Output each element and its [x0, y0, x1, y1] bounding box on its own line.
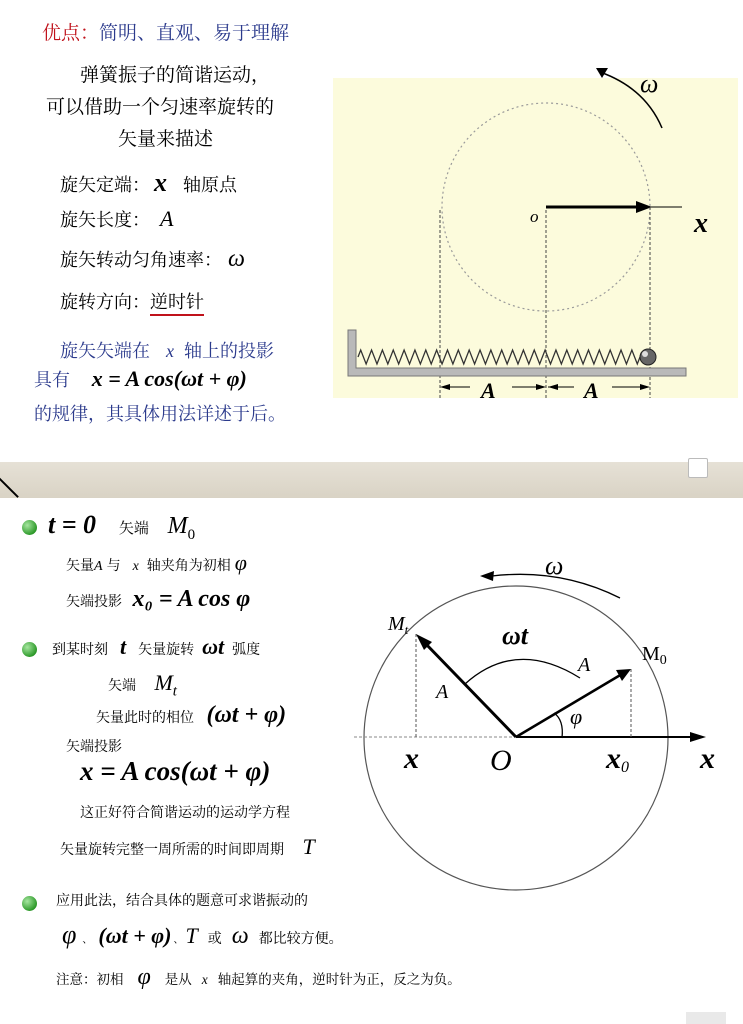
at-time-text: 到某时刻	[52, 642, 108, 658]
main-formula: x = A cos(ωt + φ)	[80, 756, 271, 786]
x-left-label: x	[404, 742, 419, 775]
kinematic-note: 这正好符合简谐运动的运动学方程	[80, 805, 290, 821]
mass-ball	[640, 349, 656, 365]
amp-right-label: A	[584, 378, 599, 403]
note-c: 轴起算的夹角，逆时针为正，反之为负。	[217, 972, 461, 988]
intro-line-1: 弹簧振子的简谐运动，	[80, 64, 271, 86]
phase-expression: (ωt + φ)	[206, 702, 287, 728]
phase-app: (ωt + φ)	[98, 923, 172, 948]
ball-highlight	[642, 351, 648, 357]
fixed-end-value: 轴原点	[183, 175, 237, 196]
phi-symbol: φ	[234, 550, 247, 575]
wt-label: ωt	[502, 621, 529, 650]
bullet-2-line-2	[108, 670, 177, 700]
amp-left-arrow-r	[536, 384, 546, 390]
fixed-end-symbol: x	[154, 168, 167, 197]
length-value: A	[160, 206, 174, 231]
projection-x: x	[166, 341, 174, 361]
tip-label-2: 矢端	[108, 678, 136, 694]
Mt-label: $M_t$	[388, 613, 409, 637]
bullet-2-line-1	[52, 634, 260, 660]
direction-value: 逆时针	[150, 292, 204, 316]
phi-label: φ	[570, 704, 583, 729]
amp-left-arrow-l	[440, 384, 450, 390]
x-axis-label: x	[700, 742, 715, 775]
slide-corner-handle	[688, 458, 708, 478]
period-label: 矢量旋转完整一周所需的时间即周期	[60, 842, 284, 858]
omega-label: 旋矢转动匀角速率：	[60, 250, 222, 271]
rotate-text: 矢量旋转	[138, 642, 195, 658]
omega-arrowhead	[596, 68, 608, 78]
fixed-end-label: 旋矢定端：	[60, 175, 150, 196]
amp-right-arrow-r	[640, 384, 650, 390]
projection-text-b: 轴上的投影	[184, 341, 274, 362]
tip-label-1: 矢端	[118, 519, 149, 537]
mt-sub: t	[172, 683, 177, 700]
omega-app: ω	[231, 923, 249, 949]
note-x: x	[201, 972, 208, 987]
phi-arc	[554, 713, 562, 738]
bullet-1-line-3	[66, 586, 250, 613]
x-axis-label: x	[694, 208, 708, 239]
t-symbol: t	[120, 634, 127, 659]
m0-sub: 0	[187, 526, 196, 543]
vector-M0	[516, 674, 622, 737]
length-label: 旋矢长度：	[60, 210, 150, 231]
direction-label: 旋转方向：	[60, 292, 150, 313]
period-symbol: T	[302, 834, 315, 859]
sep-2: 、	[173, 935, 184, 946]
t-zero: t = 0	[48, 510, 97, 539]
A-right-label: A	[578, 654, 591, 676]
projection-label-1: 矢端投影	[66, 594, 122, 610]
origin-label: o	[530, 207, 539, 226]
advantages-text: 简明、直观、易于理解	[99, 22, 290, 44]
projection-line-3: 的规律，其具体用法详述于后。	[34, 404, 286, 425]
T-app: T	[185, 923, 198, 948]
projection-text-c: 具有	[34, 370, 70, 391]
initial-phase-text: 轴夹角为初相	[146, 558, 231, 574]
origin-label: O	[490, 744, 512, 777]
sep-1: 、	[82, 935, 93, 946]
wt-symbol: ωt	[202, 634, 225, 659]
mt-label	[154, 670, 177, 700]
projection-label-2: 矢端投影	[66, 739, 122, 755]
bullet-1-line-2	[66, 550, 247, 576]
wt-arc	[465, 659, 580, 684]
omega-label: ω	[640, 69, 659, 98]
amp-right-arrow-l	[548, 384, 558, 390]
omega-label: ω	[545, 551, 564, 580]
slide-divider	[0, 462, 743, 498]
intro-line-2: 可以借助一个匀速率旋转的	[46, 96, 275, 118]
x-axis-arrowhead	[690, 732, 706, 742]
bullet-2-line-3	[96, 702, 286, 729]
phasor-figure	[340, 538, 740, 978]
vector-A: A	[94, 559, 103, 574]
advantages-label: 优点：	[42, 22, 100, 44]
bullet-3-dot	[22, 896, 37, 911]
M0-label: $M_0$	[642, 643, 667, 668]
note-phi: φ	[137, 964, 151, 990]
bottom-corner	[686, 1012, 726, 1024]
with-word: 与	[106, 558, 121, 574]
projection-text-a: 旋矢矢端在	[60, 341, 150, 362]
radian-text: 弧度	[232, 642, 261, 658]
wall-and-floor	[348, 330, 686, 376]
phase-label: 矢量此时的相位	[96, 710, 194, 726]
bullet-2-dot	[22, 642, 37, 657]
vector-word: 矢量	[66, 558, 94, 574]
intro-line-3: 矢量来描述	[118, 128, 214, 150]
omega-value: ω	[228, 246, 245, 272]
convenient-text: 都比较方便。	[258, 931, 343, 947]
bullet-3-line-2	[62, 920, 343, 950]
x0-formula: x₀ = A cos φ	[132, 586, 251, 612]
note-a: 注意：初相	[56, 972, 124, 988]
phi-app: φ	[62, 920, 77, 949]
mt-letter: M	[154, 670, 173, 695]
bottom-slide	[0, 498, 743, 1024]
x0-label: x0	[606, 742, 629, 776]
or-word: 或	[207, 931, 222, 947]
projection-formula: x = A cos(ωt + φ)	[91, 366, 247, 391]
top-slide	[0, 0, 743, 462]
m0-letter: M	[167, 513, 188, 539]
amp-left-label: A	[481, 378, 496, 403]
period-line	[60, 834, 315, 860]
spring	[358, 350, 640, 364]
bullet-1-dot	[22, 520, 37, 535]
bullet-1-line-1	[48, 510, 195, 544]
axis-x: x	[132, 559, 139, 574]
A-left-label: A	[436, 681, 449, 703]
m0-label	[167, 513, 196, 543]
bullet-3-line-1: 应用此法，结合具体的题意可求谐振动的	[56, 893, 308, 909]
omega-arrowhead	[480, 571, 494, 581]
note-b: 是从	[164, 972, 192, 988]
rotating-vector-figure	[0, 0, 743, 462]
